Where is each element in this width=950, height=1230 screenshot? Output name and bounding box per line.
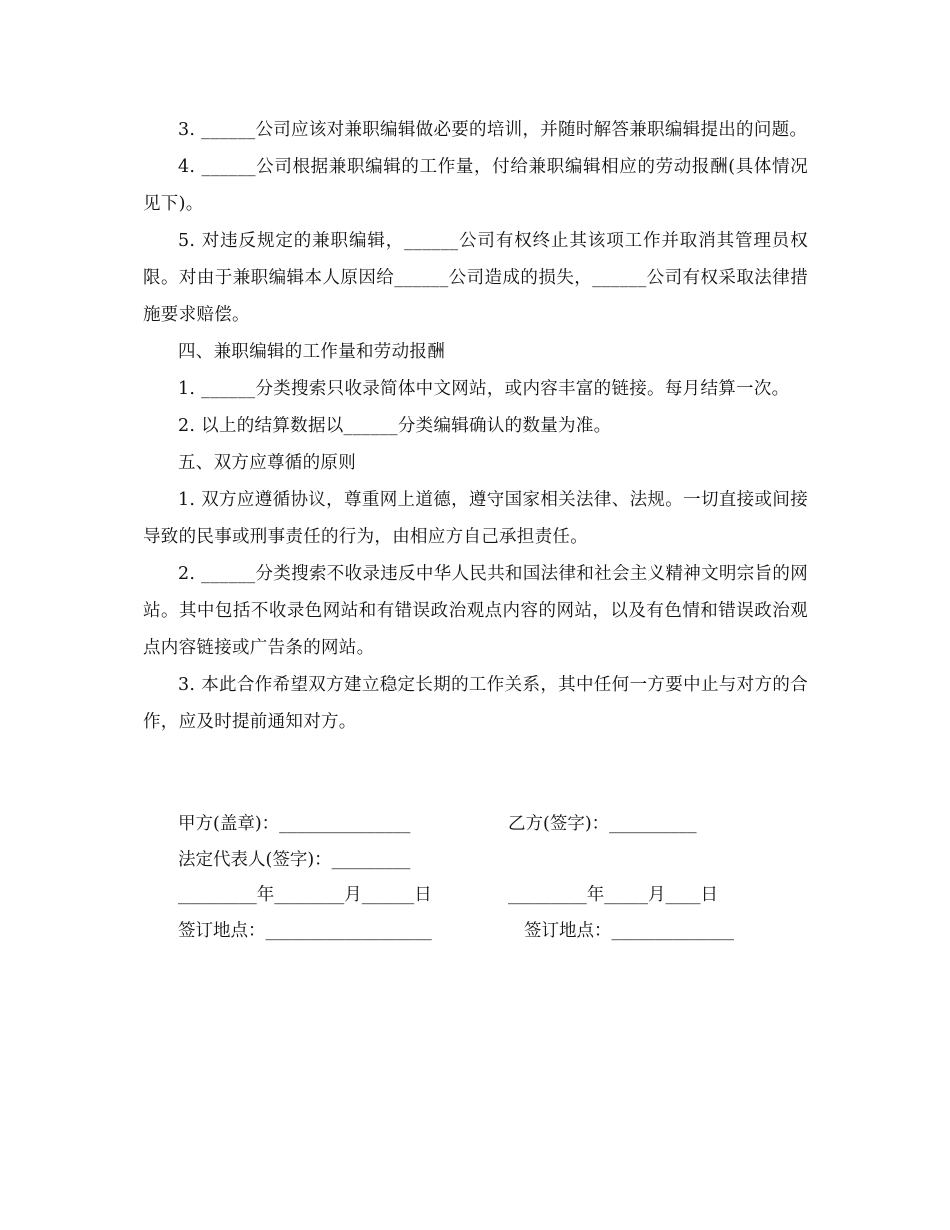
clause-collection-scope: 1. ______分类搜索只收录简体中文网站，或内容丰富的链接。每月结算一次。 (178, 379, 790, 399)
party-a-seal-line: 甲方(盖章)：_______________ (178, 814, 411, 834)
party-b-date-line: _________年_____月____日 (508, 885, 718, 905)
clause-payment: 4. ______公司根据兼职编辑的工作量，付给兼职编辑相应的劳动报酬(具体情况见下)。 (143, 157, 808, 214)
clause-settlement-data: 2. 以上的结算数据以______分类编辑确认的数量为准。 (178, 416, 612, 436)
party-b-place-line: 签订地点：______________ (524, 921, 734, 941)
party-b-signature-line: 乙方(签字)：__________ (508, 814, 697, 834)
section-heading-workload: 四、兼职编辑的工作量和劳动报酬 (178, 342, 445, 362)
legal-representative-line: 法定代表人(签字)：_________ (178, 850, 411, 870)
clause-cooperation-termination: 3. 本此合作希望双方建立稳定长期的工作关系，其中任何一方要中止与对方的合作，应及时提前通知对方。 (143, 675, 808, 732)
party-a-place-line: 签订地点：___________________ (178, 921, 432, 941)
section-heading-principles: 五、双方应尊循的原则 (178, 453, 356, 473)
clause-legal-compliance: 1. 双方应遵循协议，尊重网上道德，遵守国家相关法律、法规。一切直接或间接导致的民事或刑事责任的行为，由相应方自己承担责任。 (143, 490, 808, 547)
clause-training: 3. ______公司应该对兼职编辑做必要的培训，并随时解答兼职编辑提出的问题。 (178, 120, 808, 140)
party-a-date-line: _________年________月______日 (178, 885, 432, 905)
clause-violation: 5. 对违反规定的兼职编辑，______公司有权终止其该项工作并取消其管理员权限。对由于兼职编辑本人原因给______公司造成的损失，______公司有权采取法律措施要求赔偿。 (143, 231, 808, 325)
clause-content-restrictions: 2. ______分类搜索不收录违反中华人民共和国法律和社会主义精神文明宗旨的网站。其中包括不收录色网站和有错误政治观点内容的网站，以及有色情和错误政治观点内容链接或广告条的网站。 (143, 564, 808, 658)
contract-body (143, 112, 808, 741)
